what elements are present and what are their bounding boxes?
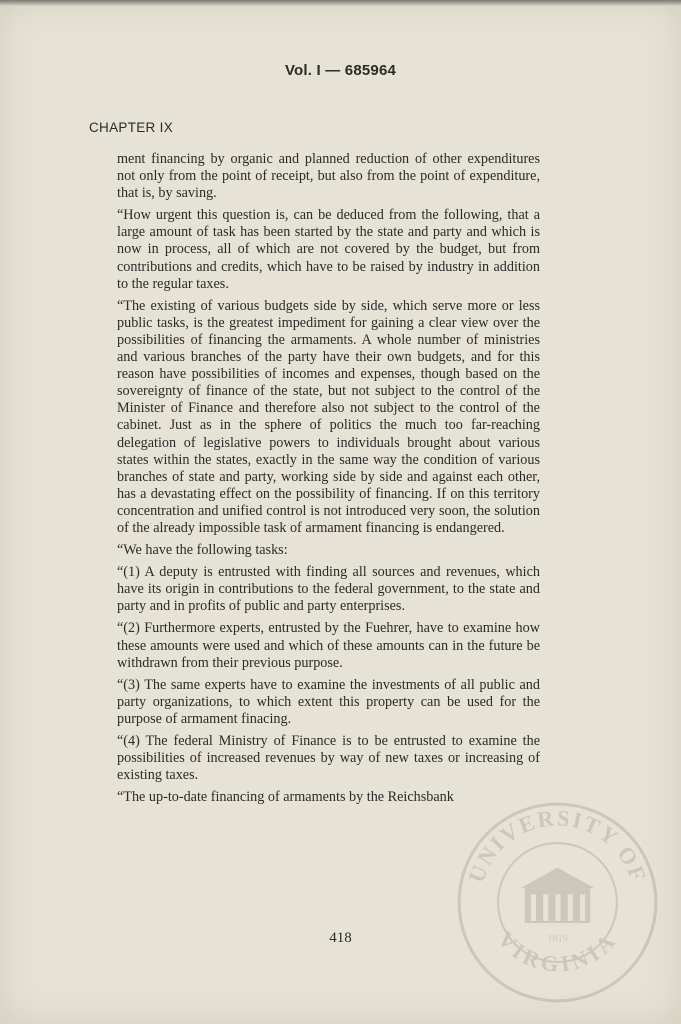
paragraph-5: “(1) A deputy is entrusted with finding all sources and revenues, which have its origin in contributions to the federal government, to the state and party and in profits of public and party enterprises. bbox=[117, 564, 540, 615]
paragraph-3: “The existing of various budgets side by side, which serve more or less public tasks, is the greatest impediment for gaining a clear view over the possibilities of financing the armaments. A whole number of ministries and various branches of the party have their own budgets, and for this reason have possibilities of incomes and expenses, though based on the sovereignty of finance of the state, but not subject to the control of the Minister of Finance and therefore also not subject to the control of the cabinet. Just as in the sphere of politics the much too far-reaching delegation of legislative powers to individuals brought about various states within the states, exactly in the same way the condition of various branches of state and party, working side by side and against each other, has a devastating effect on the possibility of financing. If on this territory concentration and unified control is not introduced very soon, the solution of the already impossible task of armament financing is endangered. bbox=[117, 297, 540, 536]
svg-text:1819: 1819 bbox=[547, 933, 568, 945]
body-text bbox=[117, 151, 540, 811]
page-number: 418 bbox=[329, 930, 352, 946]
paragraph-8: “(4) The federal Ministry of Finance is to be entrusted to examine the possibilities of increased revenues by way of new taxes or increasing of existing taxes. bbox=[117, 733, 540, 784]
university-seal-watermark bbox=[455, 800, 660, 1005]
paragraph-1: ment financing by organic and planned reduction of other expenditures not only from the point of receipt, but also from the point of expenditure, that is, by saving. bbox=[117, 151, 540, 202]
svg-text:UNIVERSITY OF: UNIVERSITY OF bbox=[463, 805, 652, 886]
paragraph-6: “(2) Furthermore experts, entrusted by the Fuehrer, have to examine how these amounts were used and which of these amounts can in the future be withdrawn from their previous purpose. bbox=[117, 620, 540, 671]
chapter-heading: CHAPTER IX bbox=[89, 120, 174, 135]
paragraph-4: “We have the following tasks: bbox=[117, 542, 288, 559]
paragraph-9: “The up-to-date financing of armaments by the Reichsbank bbox=[117, 789, 454, 806]
volume-header: Vol. I — 685964 bbox=[284, 62, 397, 79]
svg-text:VIRGINIA: VIRGINIA bbox=[492, 926, 623, 977]
page-top-edge bbox=[0, 0, 681, 6]
paragraph-7: “(3) The same experts have to examine the investments of all public and party organizations, to which extent this property can be used for the purpose of armament finacing. bbox=[117, 676, 540, 727]
paragraph-2: “How urgent this question is, can be deduced from the following, that a large amount of task has been started by the state and party and which is now in process, all of which are not covered by the budget, but from contributions and credits, which have to be raised by industry in addition to the regular taxes. bbox=[117, 207, 540, 292]
